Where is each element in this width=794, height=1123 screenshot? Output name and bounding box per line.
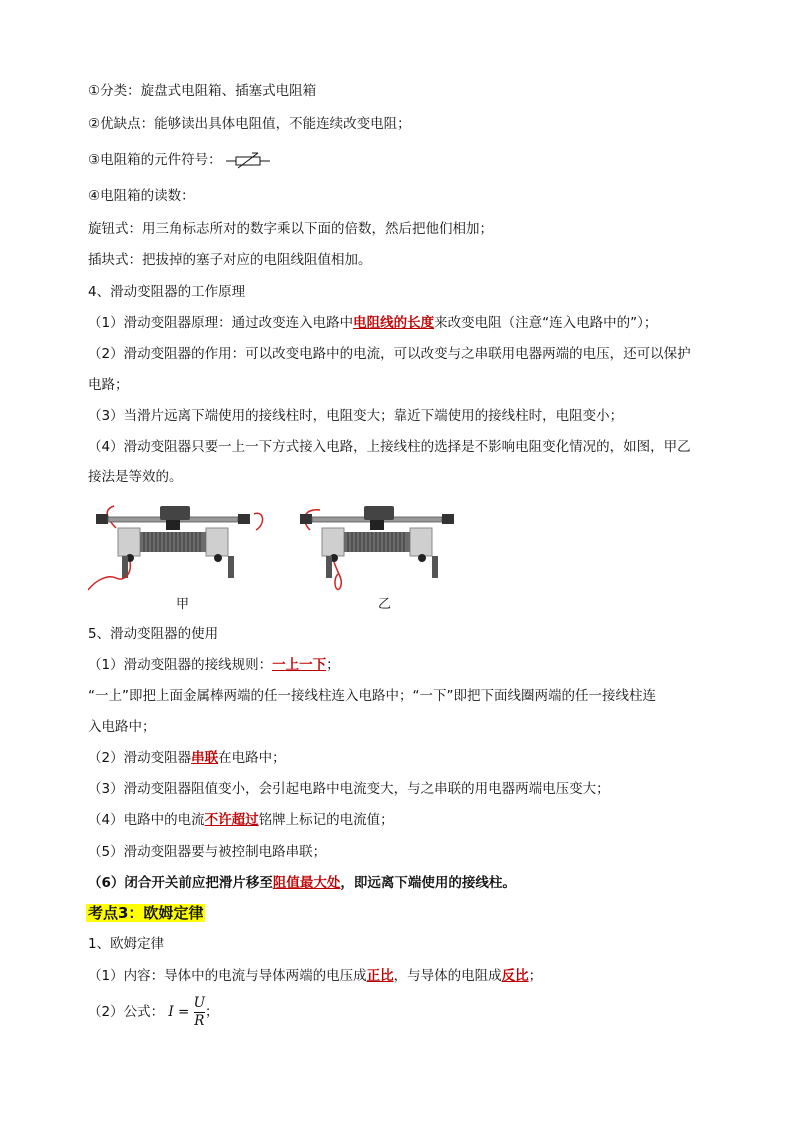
s4-p4b: 接法是等效的。	[88, 469, 183, 485]
s5-p1-highlight: 一上一下	[272, 657, 327, 673]
section-5-title: 5、滑动变阻器的使用	[88, 626, 219, 642]
s5-p6-highlight: 阻值最大处	[272, 875, 341, 891]
formula-fraction	[194, 995, 205, 1030]
symbol-label: ③电阻箱的元件符号：	[88, 152, 222, 168]
resistance-box-type: ①分类：旋盘式电阻箱、插塞式电阻箱	[88, 83, 317, 99]
resistance-box-reading: ④电阻箱的读数：	[88, 188, 195, 204]
s4-p1-text-b: 来改变电阻（注意“连入电路中的”）；	[434, 315, 658, 331]
formula-equals: =	[178, 1004, 190, 1020]
s5-p2	[88, 748, 286, 768]
s5-p3: （3）滑动变阻器阻值变小，会引起电路中电流变大，与之串联的用电器两端电压变大；	[88, 781, 610, 797]
s5-p4	[88, 810, 394, 830]
s5-p4-highlight: 不许超过	[204, 812, 259, 828]
s4-p2a: （2）滑动变阻器的作用：可以改变电路中的电流，可以改变与之串联用电器两端的电压，还可以保护	[88, 346, 691, 362]
resistance-box-symbol-line	[88, 150, 272, 170]
s5-p1-text-b: ；	[326, 657, 340, 673]
formula-end: ；	[205, 1004, 219, 1020]
figure-caption-jia: 甲	[176, 597, 190, 612]
s4-p1	[88, 313, 657, 333]
s5-p6	[88, 873, 516, 893]
s5-p1	[88, 655, 340, 675]
s4-p1-text-a: （1）滑动变阻器原理：通过改变连入电路中	[88, 315, 354, 331]
kaodian-3-title: 考点3：欧姆定律	[88, 904, 204, 922]
ohm-content-text-c: ；	[528, 968, 543, 984]
ohm-content-highlight-1: 正比	[366, 968, 394, 984]
s4-p2b: 电路；	[88, 377, 129, 393]
ohm-content-text-b: ，与导体的电阻成	[393, 968, 502, 984]
s5-p6-text-a: （6）闭合开关前应把滑片移至	[88, 875, 273, 891]
s4-p3: （3）当滑片远离下端使用的接线柱时，电阻变大；靠近下端使用的接线柱时，电阻变小；	[88, 408, 624, 424]
resistance-box-pros-cons: ②优缺点：能够读出具体电阻值，不能连续改变电阻；	[88, 116, 411, 132]
s5-p6-text-b: ，即远离下端使用的接线柱。	[340, 875, 516, 891]
ohm-law-formula-line	[88, 994, 219, 1030]
ohm-content-highlight-2: 反比	[501, 968, 529, 984]
ohm-law-heading: 1、欧姆定律	[88, 936, 165, 952]
s5-p2-highlight: 串联	[191, 750, 219, 766]
formula-lhs: I	[168, 1004, 174, 1020]
s4-p1-highlight: 电阻线的长度	[353, 315, 435, 331]
s5-p4-text-a: （4）电路中的电流	[88, 812, 205, 828]
s5-p1-text-a: （1）滑动变阻器的接线规则：	[88, 657, 273, 673]
s5-p5: （5）滑动变阻器要与被控制电路串联；	[88, 844, 327, 860]
formula-numerator: U	[193, 994, 206, 1011]
resistance-box-symbol-icon	[226, 150, 272, 170]
s5-p1d: 入电路中；	[88, 719, 156, 735]
rheostat-figure-jia	[88, 500, 273, 595]
s5-p2-text-a: （2）滑动变阻器	[88, 750, 192, 766]
rheostat-figure-yi	[292, 500, 477, 595]
section-4-title: 4、滑动变阻器的工作原理	[88, 284, 246, 300]
kaodian-3-heading	[86, 903, 205, 924]
figure-caption-yi: 乙	[378, 597, 392, 612]
s5-p2-text-b: 在电路中；	[218, 750, 286, 766]
formula-label: （2）公式：	[88, 1004, 165, 1020]
ohm-law-content	[88, 966, 542, 986]
s5-p4-text-b: 铭牌上标记的电流值；	[258, 812, 394, 828]
s5-p1c: “一上”即把上面金属棒两端的任一接线柱连入电路中；“一下”即把下面线圈两端的任一接线柱连	[88, 688, 656, 704]
ohm-content-text-a: （1）内容：导体中的电流与导体两端的电压成	[88, 968, 367, 984]
knob-type-reading: 旋钮式：用三角标志所对的数字乘以下面的倍数，然后把他们相加；	[88, 221, 493, 237]
s4-p4a: （4）滑动变阻器只要一上一下方式接入电路，上接线柱的选择是不影响电阻变化情况的，如图，甲乙	[88, 439, 691, 455]
plug-type-reading: 插块式：把拔掉的塞子对应的电阻线阻值相加。	[88, 252, 372, 268]
formula-denominator: R	[194, 1012, 205, 1029]
